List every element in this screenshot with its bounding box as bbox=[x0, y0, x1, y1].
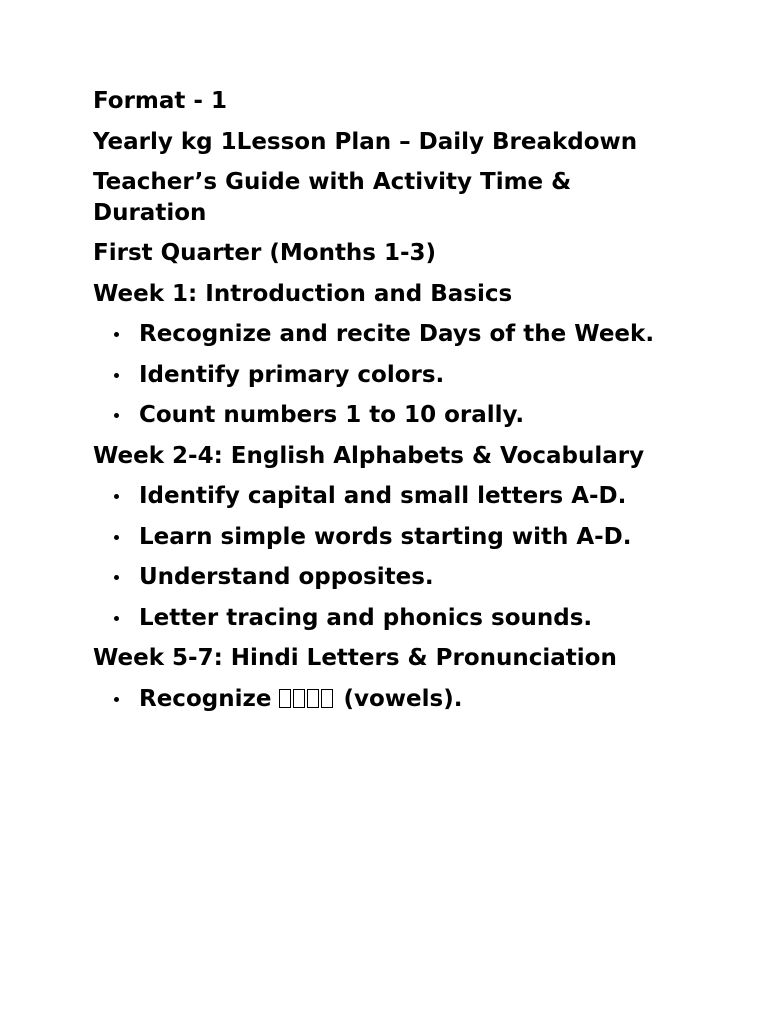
document-page bbox=[93, 86, 683, 724]
missing-glyph-placeholders bbox=[279, 686, 335, 712]
list-item-text: Letter tracing and phonics sounds. bbox=[139, 604, 593, 631]
missing-glyph-box bbox=[293, 689, 305, 708]
week-5-7-list bbox=[93, 684, 683, 715]
bullet-icon bbox=[114, 373, 119, 378]
bullet-icon bbox=[114, 697, 119, 702]
quarter-heading: First Quarter (Months 1-3) bbox=[93, 240, 437, 266]
list-item-text: Identify capital and small letters A-D. bbox=[139, 483, 627, 509]
bullet-icon bbox=[114, 575, 119, 580]
list-item-text: Count numbers 1 to 10 orally. bbox=[139, 402, 525, 428]
list-item bbox=[93, 522, 683, 553]
list-item-text: Understand opposites. bbox=[139, 564, 434, 590]
bullet-icon bbox=[114, 535, 119, 540]
list-item-suffix: (vowels). bbox=[343, 685, 463, 712]
list-item bbox=[93, 400, 683, 431]
format-heading: Format - 1 bbox=[93, 88, 227, 114]
document-subtitle: Teacher’s Guide with Activity Time & Duration bbox=[93, 169, 572, 226]
week-2-4-list bbox=[93, 481, 683, 633]
list-item-prefix: Recognize bbox=[139, 685, 272, 712]
section-heading-week-1: Week 1: Introduction and Basics bbox=[93, 280, 513, 307]
bullet-icon bbox=[114, 616, 119, 621]
document-title: Yearly kg 1Lesson Plan – Daily Breakdown bbox=[93, 128, 638, 155]
missing-glyph-box bbox=[307, 689, 319, 708]
list-item bbox=[93, 360, 683, 391]
list-item bbox=[93, 319, 683, 350]
section-heading-week-2-4: Week 2-4: English Alphabets & Vocabulary bbox=[93, 442, 645, 469]
week-1-list bbox=[93, 319, 683, 431]
list-item-text: Learn simple words starting with A-D. bbox=[139, 523, 632, 550]
missing-glyph-box bbox=[321, 689, 333, 708]
list-item bbox=[93, 481, 683, 512]
list-item bbox=[93, 603, 683, 634]
list-item bbox=[93, 684, 683, 715]
list-item-text: Recognize and recite Days of the Week. bbox=[139, 321, 655, 347]
missing-glyph-box bbox=[279, 689, 291, 708]
list-item-text: Identify primary colors. bbox=[139, 361, 445, 388]
bullet-icon bbox=[114, 413, 119, 418]
bullet-icon bbox=[114, 494, 119, 499]
bullet-icon bbox=[114, 332, 119, 337]
list-item bbox=[93, 562, 683, 593]
section-heading-week-5-7: Week 5-7: Hindi Letters & Pronunciation bbox=[93, 645, 617, 671]
